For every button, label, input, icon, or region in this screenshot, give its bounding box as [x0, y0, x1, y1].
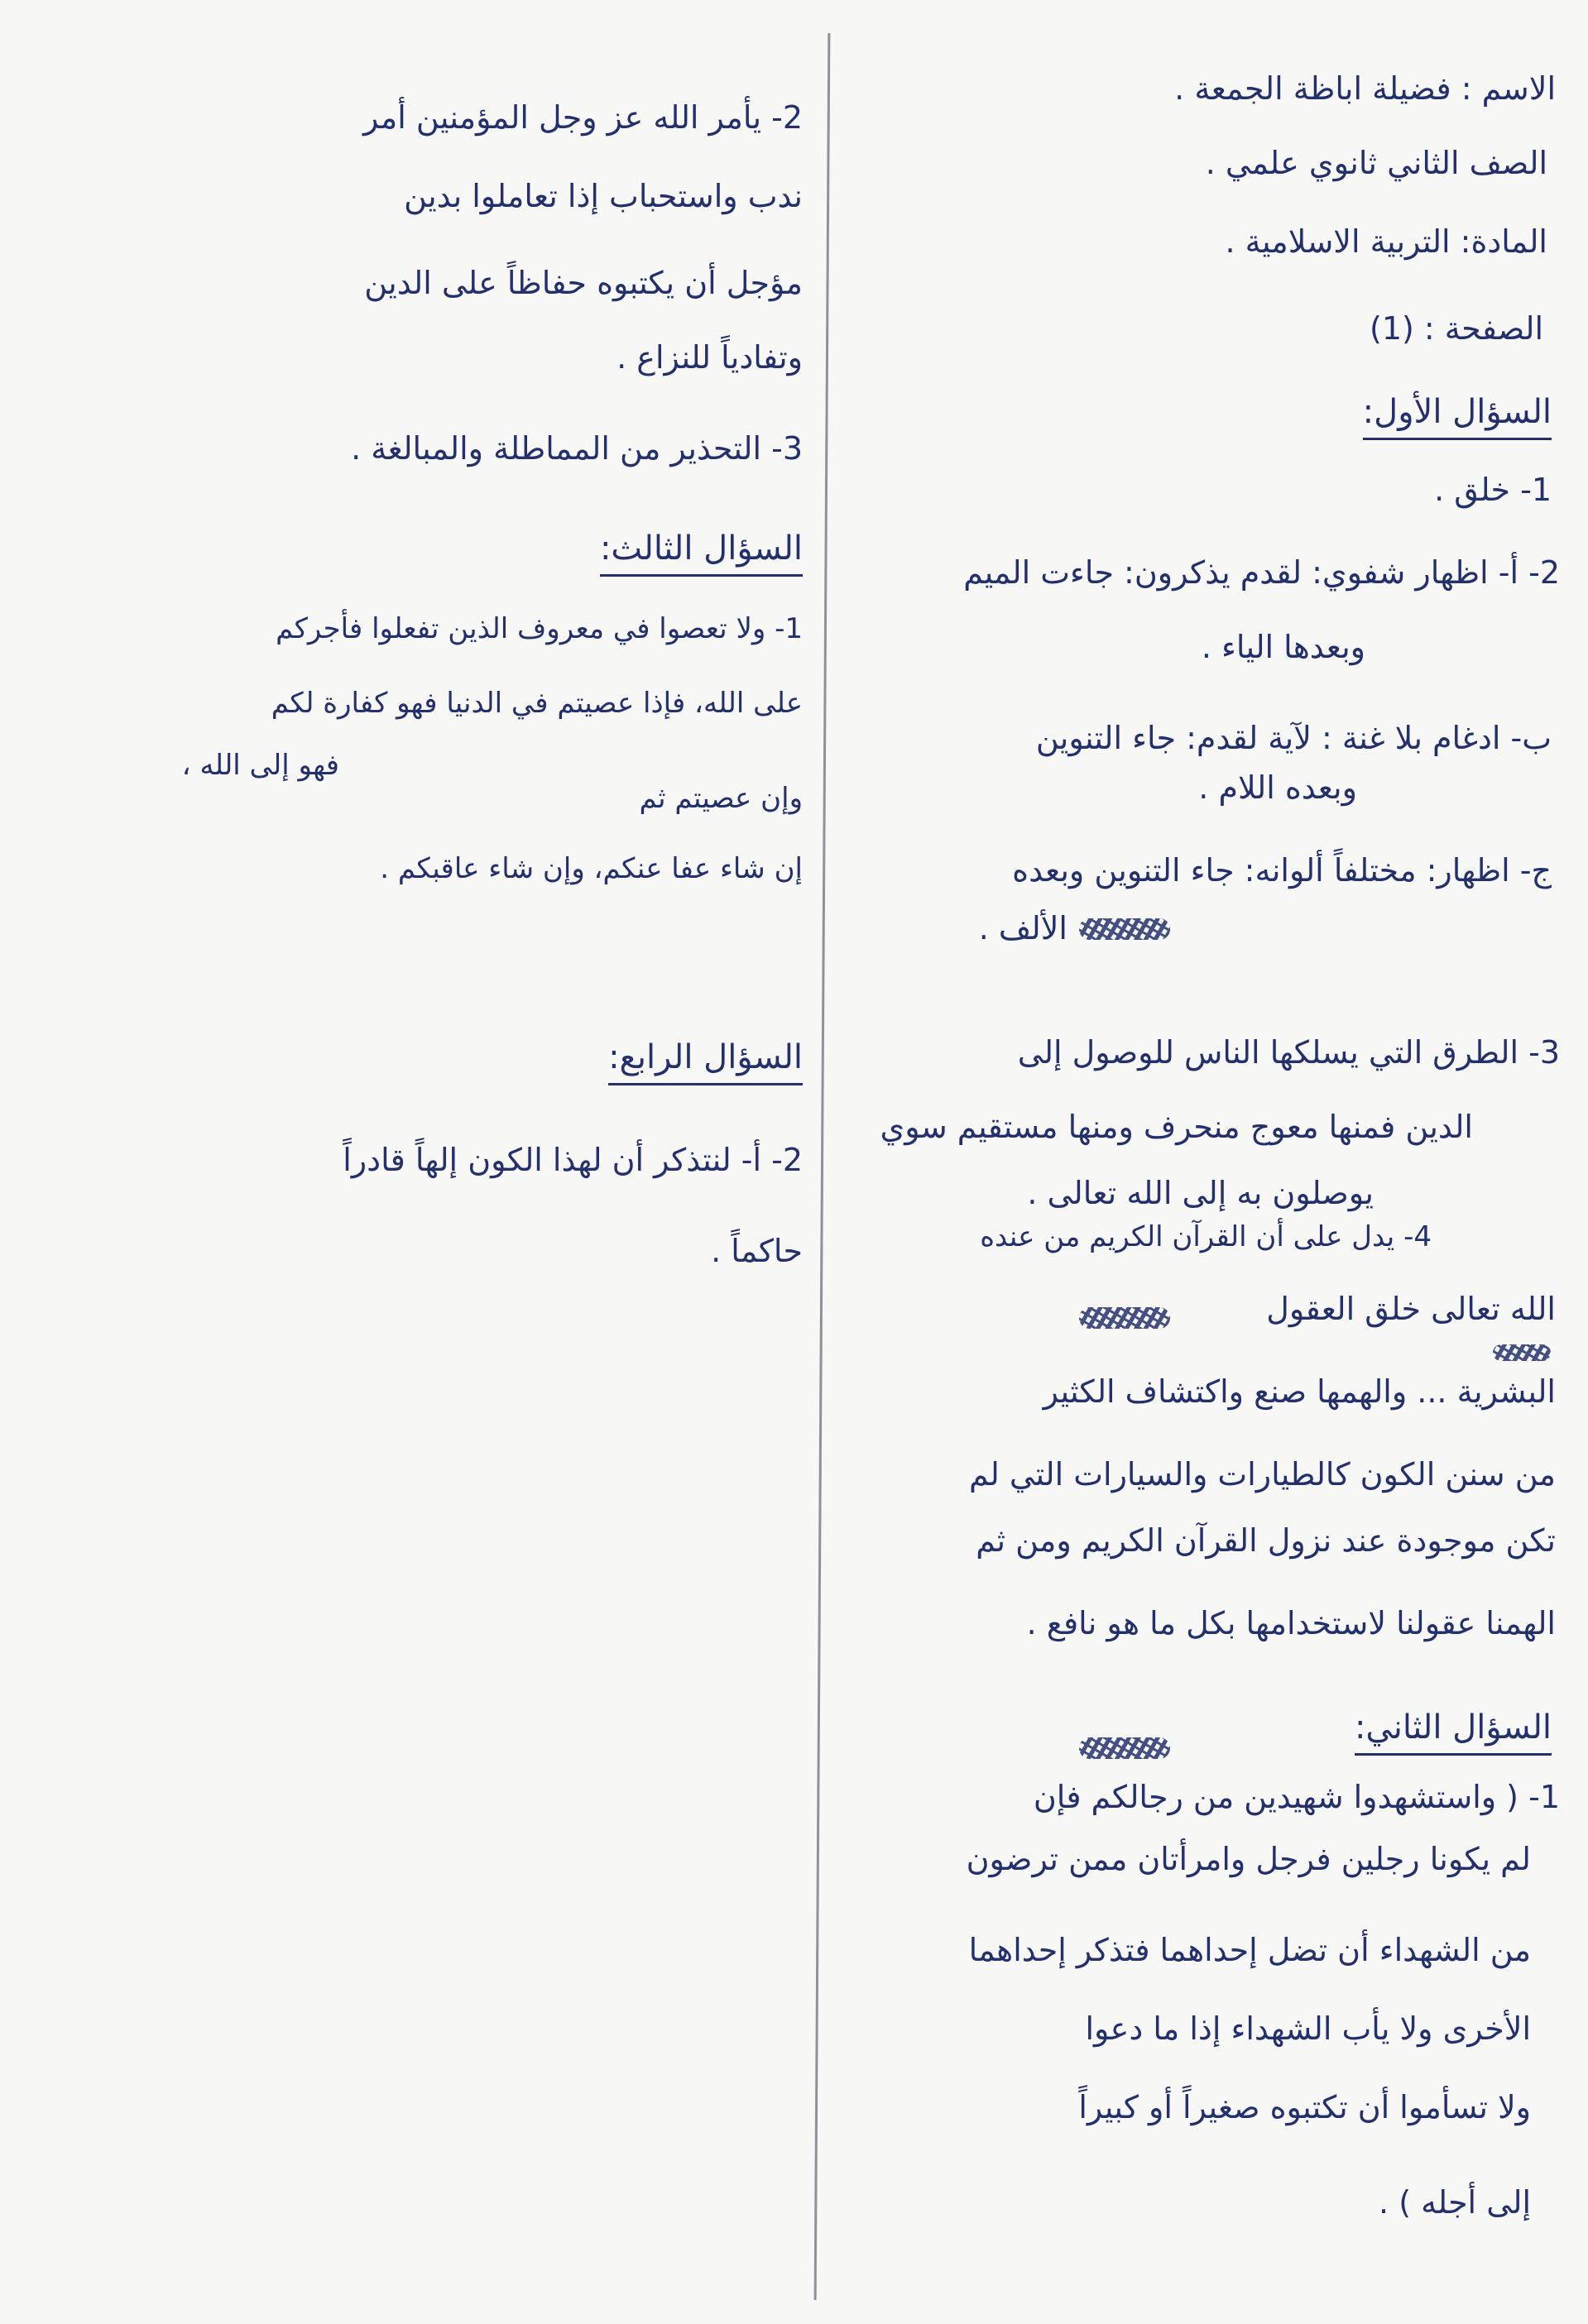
page-number: الصفحة : (1): [1369, 310, 1543, 347]
q2-line: من الشهداء أن تضل إحداهما فتذكر إحداهما: [968, 1932, 1531, 1968]
q1-heading: السؤال الأول:: [1363, 393, 1552, 440]
q3-line: 1- ولا تعصوا في معروف الذين تفعلوا فأجركم: [276, 612, 803, 645]
q1-line: الألف .: [978, 910, 1067, 946]
q1-continuation-line: مؤجل أن يكتبوه حفاظاً على الدين: [364, 265, 803, 301]
q1-line: الهمنا عقولنا لاستخدامها بكل ما هو نافع .: [1026, 1605, 1556, 1641]
q1-line: 4- يدل على أن القرآن الكريم من عنده: [980, 1220, 1432, 1253]
subject-line: المادة: التربية الاسلامية .: [1225, 223, 1547, 260]
q2-line: لم يكونا رجلين فرجل وامرأتان ممن ترضون: [966, 1841, 1531, 1877]
q1-continuation-line: ندب واستحباب إذا تعاملوا بدين: [404, 178, 803, 214]
q1-line: ب- ادغام بلا غنة : لآية لقدم: جاء التنوين: [1035, 720, 1552, 756]
q1-continuation-line: 3- التحذير من المماطلة والمبالغة .: [351, 430, 803, 467]
q2-line: إلى أجله ) .: [1379, 2184, 1531, 2221]
q1-line: وبعدها الياء .: [1201, 629, 1365, 665]
q1-line: تكن موجودة عند نزول القرآن الكريم ومن ثم: [976, 1522, 1556, 1559]
q1-line: الله تعالى خلق العقول: [1266, 1291, 1556, 1327]
q1-line: يوصلون به إلى الله تعالى .: [1027, 1175, 1374, 1211]
student-name: الاسم : فضيلة اباظة الجمعة .: [1174, 70, 1556, 107]
q3-line: فهو إلى الله ،: [181, 749, 339, 782]
q3-line: وإن عصيتم ثم: [639, 782, 803, 815]
q3-heading: السؤال الثالث:: [600, 529, 803, 577]
q1-line: 2- أ- اظهار شفوي: لقدم يذكرون: جاءت الميم: [963, 554, 1560, 591]
q1-line: 1- خلق .: [1434, 472, 1552, 508]
q1-line: 3- الطرق التي يسلكها الناس للوصول إلى: [1017, 1034, 1560, 1071]
crossed-out-scribble: [1079, 918, 1170, 940]
q3-line: على الله، فإذا عصيتم في الدنيا فهو كفارة لكم: [271, 687, 803, 720]
q1-line: ج- اظهار: مختلفاً ألوانه: جاء التنوين وبعده: [1012, 852, 1552, 889]
q1-continuation-line: وتفادياً للنزاع .: [616, 339, 803, 376]
q4-heading: السؤال الرابع:: [608, 1038, 803, 1085]
grade-line: الصف الثاني ثانوي علمي .: [1205, 145, 1547, 181]
q2-line: 1- ( واستشهدوا شهيدين من رجالكم فإن: [1033, 1779, 1560, 1815]
q2-line: ولا تسأموا أن تكتبوه صغيراً أو كبيراً: [1078, 2089, 1531, 2125]
q4-line: 2- أ- لنتذكر أن لهذا الكون إلهاً قادراً: [343, 1142, 803, 1178]
q3-line: إن شاء عفا عنكم، وإن شاء عاقبكم .: [380, 852, 803, 885]
q1-line: البشرية ... والهمها صنع واكتشاف الكثير: [1043, 1373, 1556, 1410]
q1-line: الدين فمنها معوج منحرف ومنها مستقيم سوي: [880, 1109, 1473, 1145]
q1-line: من سنن الكون كالطيارات والسيارات التي لم: [968, 1456, 1556, 1493]
q1-line: وبعده اللام .: [1198, 769, 1357, 806]
q1-continuation-line: 2- يأمر الله عز وجل المؤمنين أمر: [362, 99, 803, 136]
column-divider: [814, 33, 831, 2300]
crossed-out-scribble: [1079, 1737, 1170, 1759]
crossed-out-scribble: [1493, 1344, 1551, 1361]
q2-line: الأخرى ولا يأب الشهداء إذا ما دعوا: [1085, 2010, 1531, 2047]
crossed-out-scribble: [1079, 1307, 1170, 1329]
q2-heading: السؤال الثاني:: [1355, 1708, 1552, 1756]
q4-line: حاكماً .: [711, 1233, 803, 1269]
